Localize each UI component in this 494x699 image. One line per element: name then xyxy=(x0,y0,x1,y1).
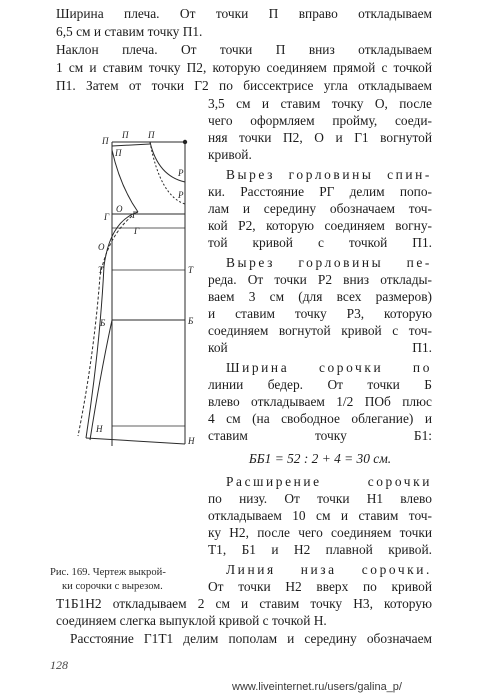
svg-text:О: О xyxy=(98,242,105,252)
text-line: и ставим точку Р3, которую xyxy=(208,306,432,321)
section-heading: Расширение сорочки xyxy=(226,474,432,489)
source-url: www.liveinternet.ru/users/galina_p/ xyxy=(232,681,402,693)
text-line: кой Р2, которую соединяем вогну- xyxy=(208,218,432,233)
section-heading: Ширина сорочки по xyxy=(226,360,432,375)
figure-caption: Рис. 169. Чертеж выкрой- xyxy=(50,567,166,578)
text-line: чего оформляем пройму, соеди- xyxy=(208,113,432,128)
svg-text:Н: Н xyxy=(96,424,103,434)
svg-text:Б: Б xyxy=(100,318,106,328)
text-line: Т1, Б1 и Н2 плавной кривой. xyxy=(208,542,432,557)
text-line: Расстояние Г1Т1 делим пополам и середину обозначаем xyxy=(70,631,432,646)
text-line: 3,5 см и ставим точку О, после xyxy=(208,96,432,111)
svg-text:Т: Т xyxy=(188,265,194,275)
svg-text:Р: Р xyxy=(178,190,184,200)
text-line: 6,5 см и ставим точку П1. xyxy=(56,24,203,39)
svg-text:Г: Г xyxy=(132,210,138,220)
svg-text:Г: Г xyxy=(104,212,110,222)
svg-text:Б: Б xyxy=(188,316,194,326)
text-line: кой П1. xyxy=(208,340,432,355)
text-line: Ширина плеча. От точки П вправо откладываем xyxy=(56,6,432,21)
svg-text:П: П xyxy=(148,130,155,140)
section-heading: Линия низа сорочки. xyxy=(226,562,432,577)
text-line: кривой. xyxy=(208,147,252,162)
svg-text:П: П xyxy=(102,136,109,146)
svg-text:Г: Г xyxy=(134,226,140,236)
text-line: От точки Н2 вверх по кривой xyxy=(208,579,432,594)
text-line: откладываем 10 см и ставим точ- xyxy=(208,508,432,523)
text-line: соединяем слегка выпуклой кривой с точкой Н. xyxy=(56,613,327,628)
page-number: 128 xyxy=(50,658,68,672)
text-line: няя точки П2, О и Г1 вогнутой xyxy=(208,130,432,145)
text-line: 4 см (на свободное облегание) и xyxy=(208,411,432,426)
svg-text:Р: Р xyxy=(178,168,184,178)
text-line: влево откладываем 1/2 ПОб плюс xyxy=(208,394,432,409)
text-line: по низу. От точки Н1 влево xyxy=(208,491,432,506)
text-line: соединяем вогнутой кривой с точ- xyxy=(208,323,432,338)
text-line: 1 см и ставим точку П2, которую соединяем прямой с точкой xyxy=(56,60,432,75)
text-line: реда. От точки Р2 вниз отклады- xyxy=(208,272,432,287)
text-line: ставим точку Б1: xyxy=(208,428,432,443)
svg-text:П: П xyxy=(115,148,122,158)
text-line: ки. Расстояние РГ делим попо- xyxy=(208,184,432,199)
figure-caption: ки сорочки с вырезом. xyxy=(62,581,163,592)
text-line: лам и середину обозначаем точ- xyxy=(208,201,432,216)
svg-text:О: О xyxy=(116,204,123,214)
section-heading: Вырез горловины пе- xyxy=(226,255,432,270)
pattern-drawing xyxy=(60,126,210,564)
text-line: ваем 3 см (для всех размеров) xyxy=(208,289,432,304)
svg-text:Т: Т xyxy=(98,265,104,275)
text-line: ку Н2, после чего соединяем точки xyxy=(208,525,432,540)
text-line: той кривой с точкой П1. xyxy=(208,235,432,250)
section-heading: Вырез горловины спин- xyxy=(226,167,432,182)
text-line: П1. Затем от точки Г2 по биссектрисе угла откладываем xyxy=(56,78,432,93)
text-line: линии бедер. От точки Б xyxy=(208,377,432,392)
text-line: Т1Б1Н2 откладываем 2 см и ставим точку Н3, которую xyxy=(56,596,432,611)
text-line: Наклон плеча. От точки П вниз откладываем xyxy=(56,42,432,57)
svg-text:Н: Н xyxy=(188,436,195,446)
formula: ББ1 = 52 : 2 + 4 = 30 см. xyxy=(248,451,392,466)
svg-text:П: П xyxy=(122,130,129,140)
